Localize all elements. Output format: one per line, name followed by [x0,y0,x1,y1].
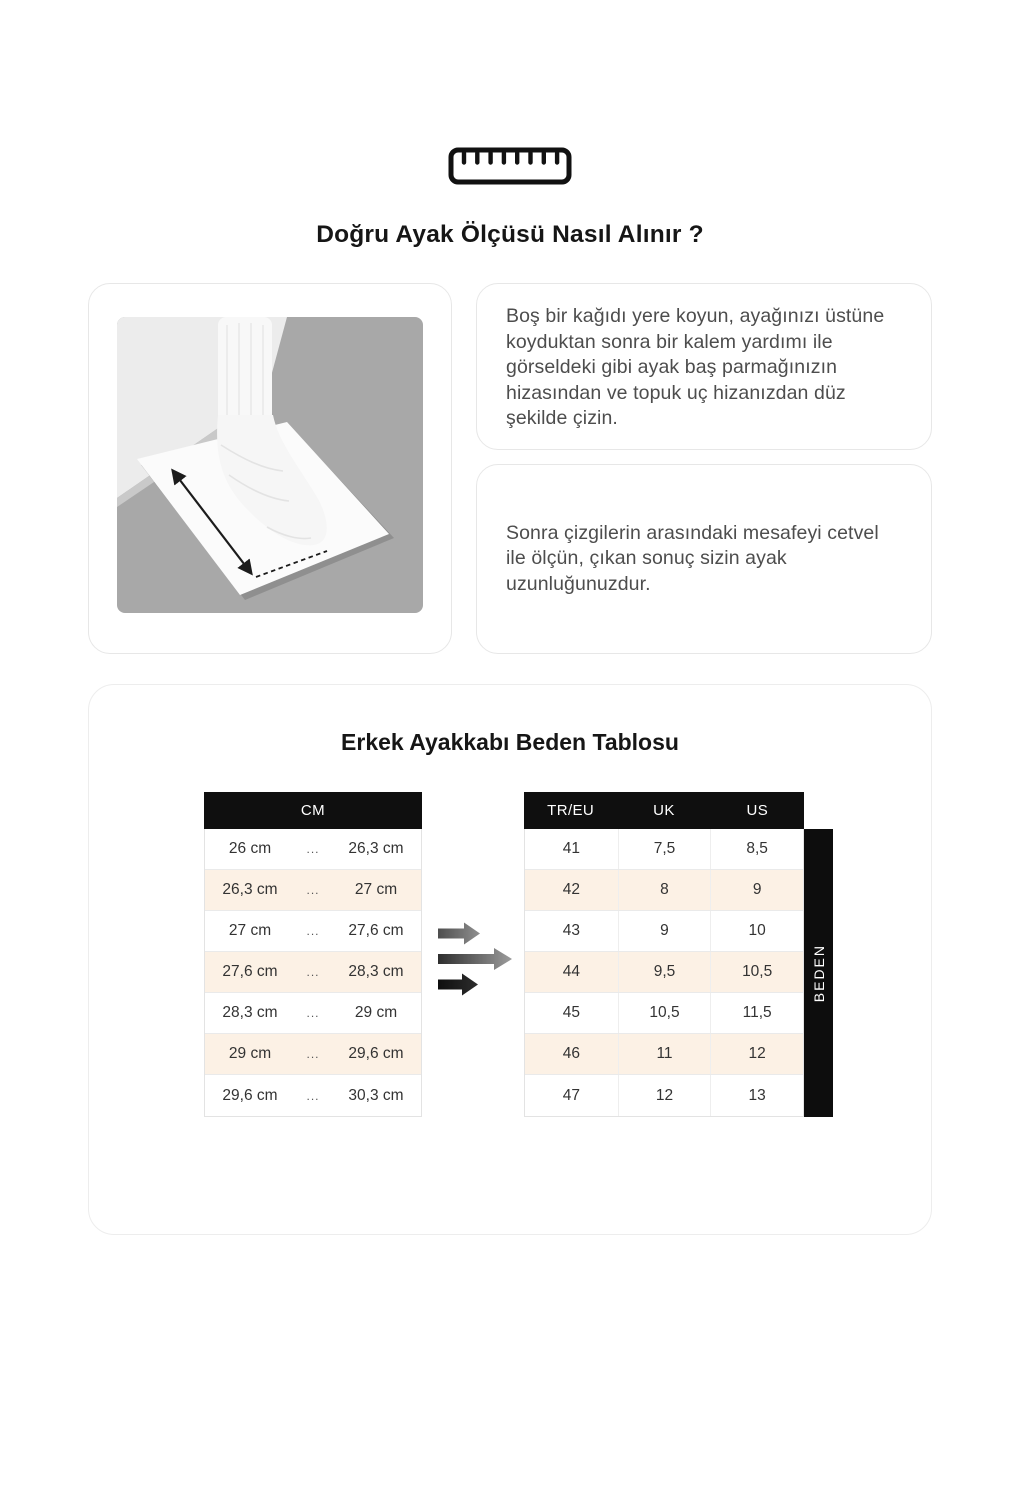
instruction-step-1 [476,283,932,450]
cm-min: 29,6 cm [222,1086,278,1104]
cm-max: 30,3 cm [348,1086,404,1104]
page-title: Doğru Ayak Ölçüsü Nasıl Alınır ? [316,221,704,248]
cm-table [204,792,422,1117]
table-row [205,911,421,952]
cm-table-header: CM [204,792,422,829]
col-header-uk: UK [653,802,675,819]
cm-min: 26 cm [228,840,272,857]
size-us: 10,5 [710,952,803,992]
size-treu: 43 [562,922,580,939]
col-header-treu: TR/EU [547,802,595,819]
table-row [205,993,421,1034]
size-treu: 41 [562,840,580,857]
size-us: 13 [710,1075,803,1116]
table-row [205,1075,421,1116]
cm-max: 27,6 cm [348,922,404,939]
foot-measure-photo-card [88,283,452,654]
cm-max: 29 cm [354,1004,398,1021]
range-separator: ... [306,1006,320,1020]
table-row [205,829,421,870]
cm-max: 28,3 cm [348,963,404,980]
instruction-step-2 [476,464,932,654]
arrows-right-icon [436,915,516,1008]
size-treu: 42 [562,881,580,898]
foot-on-paper-image [117,317,423,613]
size-uk: 9,5 [618,952,711,992]
cm-min: 27,6 cm [222,963,278,980]
size-guide-page [88,147,932,1235]
size-uk: 7,5 [618,829,711,869]
table-row [525,993,803,1034]
cm-table-body [204,829,422,1117]
instruction-step-1-text: Boş bir kağıdı yere koyun, ayağınızı üstüne koyduktan sonra bir kalem yardımı ile görseldeki gibi ayak baş parmağınızın hizasından ve topuk uç hizanızdan düz şekilde çizin. [506,305,885,429]
range-separator: ... [306,842,320,856]
range-separator: ... [306,883,320,897]
instruction-cards [476,283,932,654]
cm-max: 26,3 cm [348,840,404,857]
beden-side-bar [804,829,833,1117]
cm-max: 27 cm [354,881,398,898]
size-conversion-table [524,792,804,1117]
range-separator: ... [306,965,320,979]
table-row [205,952,421,993]
size-treu: 46 [562,1045,580,1062]
size-treu: 45 [562,1004,580,1021]
size-uk: 8 [618,870,711,910]
table-row [525,952,803,993]
cm-min: 27 cm [228,922,272,939]
instruction-step-2-text: Sonra çizgilerin arasındaki mesafeyi cetvel ile ölçün, çıkan sonuç sizin ayak uzunluğunuzdur. [506,521,879,595]
size-uk: 9 [618,911,711,951]
size-us: 11,5 [710,993,803,1033]
cm-max: 29,6 cm [348,1045,404,1062]
table-row [205,1034,421,1075]
cm-min: 29 cm [228,1045,272,1062]
table-row [525,1075,803,1116]
range-separator: ... [306,1047,320,1061]
cm-min: 26,3 cm [222,881,278,898]
size-uk: 10,5 [618,993,711,1033]
cm-min: 28,3 cm [222,1004,278,1021]
size-uk: 12 [618,1075,711,1116]
table-row [525,1034,803,1075]
col-header-us: US [746,802,769,819]
range-separator: ... [306,924,320,938]
ruler-icon [88,147,932,185]
size-table-title: Erkek Ayakkabı Beden Tablosu [341,729,679,755]
size-treu: 47 [562,1086,580,1104]
table-row [525,829,803,870]
beden-side-label: BEDEN [810,943,827,1003]
size-us: 8,5 [710,829,803,869]
size-uk: 11 [618,1034,711,1074]
table-row [525,911,803,952]
size-us: 10 [710,911,803,951]
size-table-body [524,829,804,1117]
ruler-icon [448,147,572,185]
how-to-measure-section [88,283,932,654]
table-row [525,870,803,911]
size-us: 9 [710,870,803,910]
size-table-card [88,684,932,1235]
table-row [205,870,421,911]
size-us: 12 [710,1034,803,1074]
size-table-headers [524,792,804,829]
size-treu: 44 [562,963,580,980]
range-separator: ... [306,1088,320,1103]
